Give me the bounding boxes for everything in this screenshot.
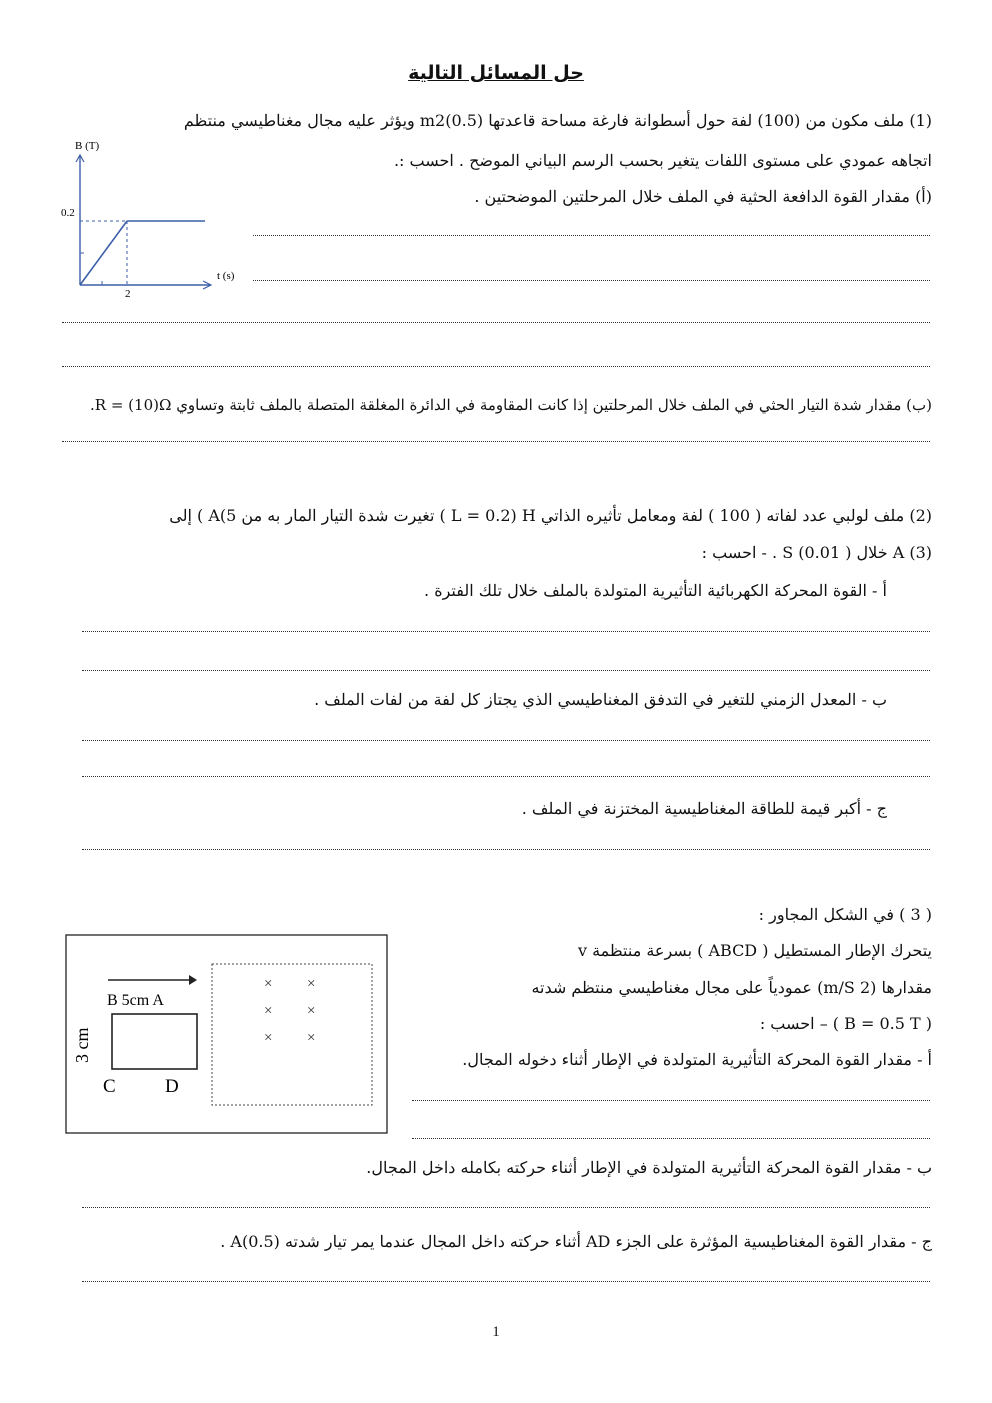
graph-x-tick: 2: [125, 288, 131, 300]
q2-line1: (2) ملف لولبي عدد لفاته ( 100 ) لفة ومعامل تأثيره الذاتي L = 0.2) H ) تغيرت شدة التيار المار به من 5)A ) إلى: [169, 506, 932, 525]
answer-line[interactable]: [62, 322, 930, 323]
q2-part-b: ب - المعدل الزمني للتغير في التدفق المغناطيسي الذي يجتاز كل لفة من لفات الملف .: [314, 690, 887, 709]
frame-corner-c: C: [103, 1076, 116, 1097]
q1-part-a: (أ) مقدار القوة الدافعة الحثية في الملف خلال المرحلتين الموضحتين .: [474, 187, 932, 206]
q1-line2: اتجاهه عمودي على مستوى اللفات يتغير بحسب الرسم البياني الموضح . احسب :.: [393, 151, 932, 170]
velocity-arrow-head: [189, 975, 197, 985]
q2-part-c: ج - أكبر قيمة للطاقة المغناطيسية المختزنة في الملف .: [521, 799, 887, 818]
q3-part-c: ج - مقدار القوة المغناطيسية المؤثرة على الجزء AD أثناء حركته داخل المجال عندما يمر تيار شدته (0.5)A .: [220, 1232, 932, 1251]
field-cross: ×: [264, 1003, 273, 1019]
answer-line[interactable]: [82, 776, 930, 777]
graph-y-axis-label: B (T): [75, 140, 100, 152]
q1-graph: [55, 135, 255, 305]
answer-line[interactable]: [412, 1138, 930, 1139]
answer-line[interactable]: [82, 1207, 930, 1208]
field-cross: ×: [264, 976, 273, 992]
graph-ramp: [80, 221, 127, 285]
answer-line[interactable]: [62, 441, 930, 442]
rectangular-frame: [112, 1014, 197, 1069]
graph-y-tick: 0.2: [61, 207, 75, 219]
answer-line[interactable]: [82, 849, 930, 850]
frame-corner-d: D: [165, 1076, 179, 1097]
answer-line[interactable]: [82, 670, 930, 671]
answer-line[interactable]: [82, 740, 930, 741]
answer-line[interactable]: [253, 280, 930, 281]
q3-line4: ( B = 0.5 T ) – احسب :: [759, 1014, 932, 1033]
answer-line[interactable]: [82, 1281, 930, 1282]
field-cross: ×: [307, 1030, 316, 1046]
q1-part-b: (ب) مقدار شدة التيار الحثي في الملف خلال المرحلتين إذا كانت المقاومة في الدائرة المغلقة المتصلة بالملف ثابتة وتساوي R = (10)Ω.: [90, 396, 932, 414]
q1-line1: (1) ملف مكون من (100) لفة حول أسطوانة فارغة مساحة قاعدتها (0.5)m2 ويؤثر عليه مجال مغناطيسي منتظم: [183, 111, 932, 130]
field-cross: ×: [264, 1030, 273, 1046]
q3-figure: [65, 934, 390, 1136]
q3-line3: مقدارها (2 m/S) عمودياً على مجال مغناطيسي منتظم شدته: [531, 978, 932, 997]
magnetic-field-region: [212, 964, 372, 1105]
q3-line1: ( 3 ) في الشكل المجاور :: [758, 905, 932, 924]
frame-top-label: B 5cm A: [107, 992, 164, 1009]
q2-part-a: أ - القوة المحركة الكهربائية التأثيرية المتولدة بالملف خلال تلك الفترة .: [424, 581, 887, 600]
figure-border: [66, 935, 387, 1133]
frame-side-label: 3 cm: [72, 1027, 92, 1063]
page-title: حل المسائل التالية: [408, 62, 584, 84]
answer-line[interactable]: [82, 631, 930, 632]
q2-line2: A (3) خلال S (0.01 ) . - احسب :: [701, 543, 932, 562]
answer-line[interactable]: [253, 235, 930, 236]
q3-part-a: أ - مقدار القوة المحركة التأثيرية المتولدة في الإطار أثناء دخوله المجال.: [462, 1050, 932, 1069]
answer-line[interactable]: [62, 366, 930, 367]
page-number: 1: [492, 1324, 500, 1340]
field-cross: ×: [307, 976, 316, 992]
graph-x-axis-label: t (s): [217, 270, 235, 282]
answer-line[interactable]: [412, 1100, 930, 1101]
q3-line2: يتحرك الإطار المستطيل ( ABCD ) بسرعة منتظمة v: [577, 941, 932, 960]
field-cross: ×: [307, 1003, 316, 1019]
q3-part-b: ب - مقدار القوة المحركة التأثيرية المتولدة في الإطار أثناء حركته بكامله داخل المجال.: [366, 1158, 932, 1177]
